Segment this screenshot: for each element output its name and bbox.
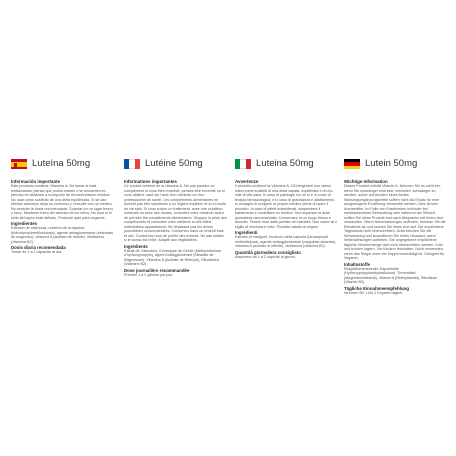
ingredients-heading: Ingredienti xyxy=(235,230,258,235)
italy-flag-icon xyxy=(235,159,251,169)
panel-title: Lutéine 50mg xyxy=(145,158,203,169)
panel-header xyxy=(124,158,227,170)
spain-flag-icon xyxy=(11,159,27,169)
ingredients-text: Ringelblumenextrakt, Kapselhülle (Hydroxypropylmethylcellulose), Trennmittel (Magnesiumstearat), Vitamin A (Retinylacetat), Riboflavin (Vitamin B2). xyxy=(344,266,438,284)
ingredients-heading: Ingredientes xyxy=(11,221,38,226)
dose-heading: Tägliche Einnahmeempfehlung xyxy=(344,285,409,291)
dose-text: Tomar de 1 a 2 cápsulas al día. xyxy=(11,250,63,254)
dose-text: Nehmen Sie 1 bis 2 Kapseln täglich. xyxy=(344,290,404,295)
panel-italian xyxy=(235,158,338,308)
info-text: Dieses Produkt enthält Vitamin A. Nehmen Sie es nicht ein, wenn Sie schwanger sind bzw. vermuten, schwanger zu werden, außer auf Anraten eines Arztes. Nahrungsergänzungsmittel sollten nicht als Ersatz für eine ausgewogene Ernährung verwendet werden. Dies ist kein Arzneimittel. Im Falle von Krankheiten und/oder bei medikamentöser Behandlung oder während der Stillzeit, sollten Sie diese Produkt erst nach Absprache mit Ihrem Arzt verwenden. Wenn Nebenwirkungen auftreten, brechen Sie die Einnahme ab und suchen Sie einen Arzt auf. Die empfohlene Tagesdosis nicht überschreiten. Unterbrechen Sie die Verwendung und konsultieren Sie einen Hausarzt, wenn Nebenwirkungen auftreten. Die angegebene empfohlene tägliche Verzehrmenge darf nicht überschritten werden. Kühl und trocken lagern. Vor Kindern fernhalten. Nicht verwenden, wenn das Siegel unter der Kappe beschädigt ist. Geeignet für Veganer. xyxy=(344,184,446,260)
ingredients-heading: Inhaltsstoffe xyxy=(344,261,371,267)
germany-flag-icon xyxy=(344,159,360,169)
panel-header xyxy=(235,158,338,170)
dose-heading: Dosis diaria recomendada xyxy=(11,245,66,250)
dose-text: Prendre 1 à 2 gélules par jour. xyxy=(124,272,174,277)
panel-header xyxy=(344,158,447,170)
ingredients-text: Extrait de Calendula, Enveloppe de Gélule (Méthylcellulose d'hydroxypropyle), Agent Antiagglomérant (Stéarate de Magnésium), Vitamine A (Acétate de Rétinyle), Riboflavine (Vitamine B2). xyxy=(124,248,221,266)
info-text: Il prodotto contiene la Vitamina A. Gli integratori non vanno intesi come sostituti di una dieta variata, equilibrata e di uno stile di vita sano. In caso di patologie e/o se si è in corso di terapia farmacologica, e in caso di gravidanza e allattamento, si consiglia di svolgere al proprio medico prima di usare il prodotto. In caso di effetti indesiderati, sospendere il trattamento e consultare un medico. Non superare la dose giornaliera raccomandata. Conservare in un luogo fresco e asciutto. Tenere fuori dalla portata dei bambini. Non usare se il sigillo di chiusura è rotto. Prodotto adatto ai vegani. xyxy=(235,184,338,229)
info-heading: Informations importantes xyxy=(124,179,177,184)
france-flag-icon xyxy=(124,159,140,169)
dose-heading: Dose journalière recommandée xyxy=(124,267,190,273)
info-heading: Avvertenze xyxy=(235,179,259,184)
info-heading: Información importante xyxy=(11,179,61,184)
dose-text: Assumere da 1 a 2 capsule al giorno. xyxy=(235,254,296,259)
ingredients-text: Estratto di marigold, involucro della capsula (idrossipropil metilcellulosa), agente antiagglomerante (magnesio stearato), vitamina A (acetato di retinile), riboflavina (vitamina B2). xyxy=(235,235,337,248)
panel-german xyxy=(344,158,447,308)
panel-title: Luteína 50mg xyxy=(32,158,91,169)
panel-header xyxy=(11,158,114,170)
info-heading: Wichtige Information xyxy=(344,179,388,184)
info-text: Este producto contiene Vitamina A. No tomar si está embarazada, piensa que podría estarlo o se encuentra en período de lactancia a excepción de recomendación médica. No usar como sustituto de una dieta equilibrada. Si se dan efectos adversos dejar su consumo y consulte con un médico. No exceder la dosis recomendada. Guardar en un lugar fresco y seco. Mantener fuera del alcance de los niños. No usar si el sello del tapón está dañado. Producto apto para veganos. xyxy=(11,184,114,220)
ingredients-text: Extracto de caléndula, cubierta de la cápsula (hidroxipropilmetilcelulosa), agente antiaglomerante (estearato de magnesio), vitamina A (acetato de retinilo), riboflavina (vitamina B2). xyxy=(11,226,114,244)
panel-title: Luteina 50mg xyxy=(256,158,314,169)
panel-french xyxy=(124,158,227,308)
dose-heading: Quantità giornaliera consigliata xyxy=(235,249,301,255)
panel-spanish xyxy=(11,158,114,308)
info-text: Ce produit contient de la vitamine A. Ne pas prendre ce complément si vous êtes enceinte, pensez être enceinte ou si vous allaitez, sauf sur l'avis d'un médecin ou d'un professionnel de santé. Les compléments alimentaires ne doivent pas être substitués à un régime équilibré et à un mode de vie sain. Si vous suivez un traitement, avez une condition médicale ou avez des doutes, consultez votre médecin avant de prendre les compléments alimentaires. Stoppez la prise des compléments et consultez votre médecin si des effets indésirables apparaissent. Ne dépassez pas les doses journalières recommandées. Conservez dans un endroit frais et sec. Conservez hors de portée des enfants. Ne pas utiliser si le sceau est brisé. Adapté aux végétaliens. xyxy=(124,184,227,242)
panel-title: Lutein 50mg xyxy=(365,158,418,169)
ingredients-heading: Ingrédients xyxy=(124,243,148,249)
